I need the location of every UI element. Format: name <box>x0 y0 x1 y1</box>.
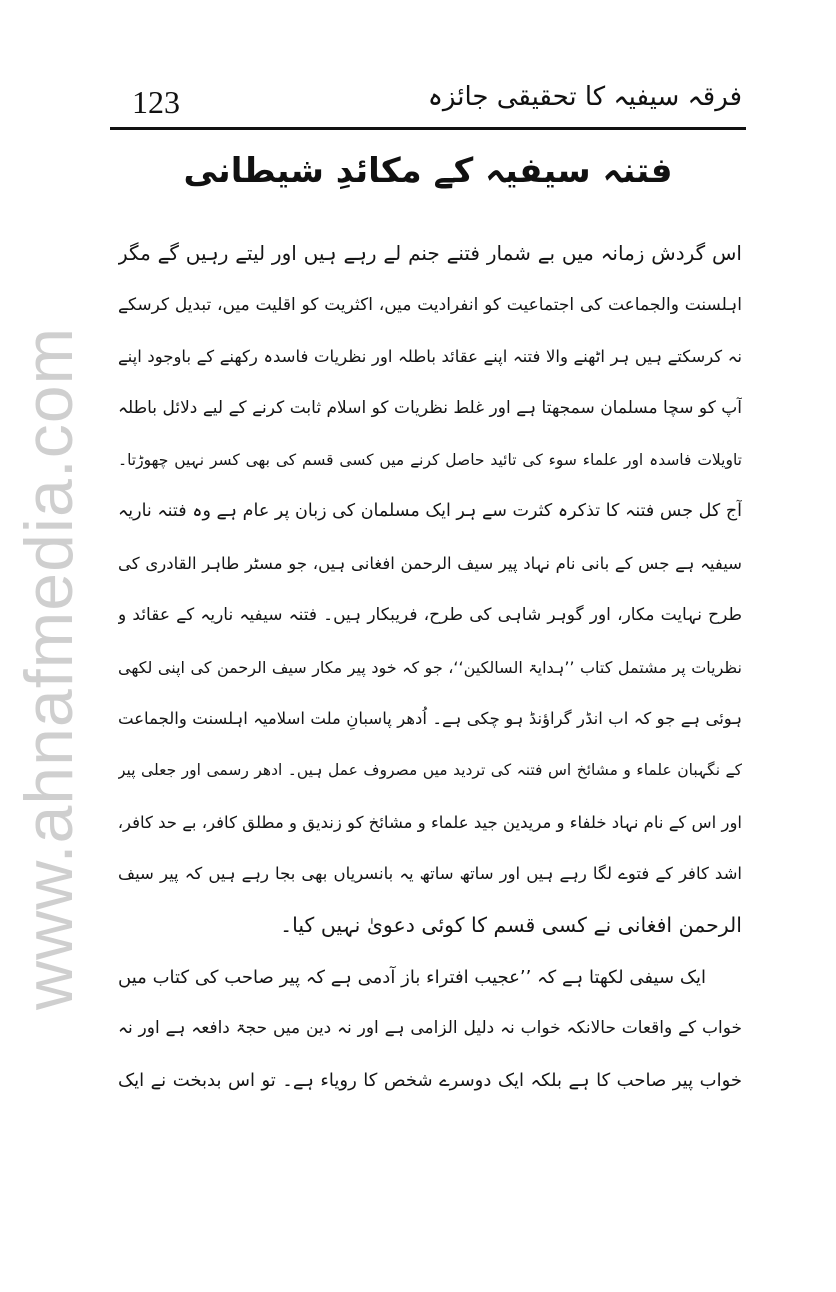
text-line: طرح نہایت مکار، اور گوہر شاہی کی طرح، فریبکار ہیں۔ فتنہ سیفیہ ناریہ کے عقائد و <box>118 604 742 625</box>
text-line: تاویلات فاسدہ اور علماء سوء کی تائید حاصل کرنے میں کسی قسم کی بھی کسر نہیں چھوڑتا۔ <box>118 450 742 469</box>
watermark-text: www.ahnafmedia.com <box>11 326 87 1010</box>
text-line: اشد کافر کے فتوے لگا رہے ہیں اور ساتھ ساتھ یہ بانسریاں بھی بجا رہے ہیں کہ پیر سیف <box>118 864 742 884</box>
text-line: اہلسنت والجماعت کی اجتماعیت کو انفرادیت میں، اکثریت کو اقلیت میں، تبدیل کرسکے <box>118 294 742 315</box>
page-number: 123 <box>132 84 180 120</box>
text-line: نظریات پر مشتمل کتاب ’’ہدایۃ السالکین‘‘، جو کہ خود پیر مکار سیف الرحمن کی اپنی لکھی <box>118 657 742 677</box>
text-line: اس گردش زمانہ میں بے شمار فتنے جنم لے رہے ہیں اور لیتے رہیں گے مگر <box>118 241 742 265</box>
chapter-heading: فتنہ سیفیہ کے مکائدِ شیطانی <box>183 151 673 191</box>
text-line: آپ کو سچا مسلمان سمجھتا ہے اور غلط نظریات کو اسلام ثابت کرنے کے لیے دلائل باطلہ <box>118 398 742 419</box>
running-title: فرقہ سیفیہ کا تحقیقی جائزہ <box>427 82 742 112</box>
text-line: نہ کرسکتے ہیں ہر اٹھنے والا فتنہ اپنے عقائد باطلہ اور نظریات فاسدہ رکھنے کے باوجود اپنے <box>118 347 742 367</box>
text-line: خواب کے واقعات حالانکہ خواب نہ دلیل الزامی ہے اور نہ دین میں حجۃ دافعہ ہے اور نہ <box>118 1018 742 1039</box>
body-text <box>118 228 742 1107</box>
text-line: آج کل جس فتنہ کا تذکرہ کثرت سے ہر ایک مسلمان کی زبان پر عام ہے وہ فتنہ ناریہ <box>118 501 742 522</box>
text-line: ہوئی ہے جو کہ اب انڈر گراؤنڈ ہو چکی ہے۔ اُدھر پاسبانِ ملت اسلامیہ اہلسنت والجماعت <box>118 709 742 729</box>
text-line: خواب پیر صاحب کا ہے بلکہ ایک دوسرے شخص کا رویاء ہے۔ تو اس بدبخت نے ایک <box>118 1070 742 1091</box>
text-line: ایک سیفی لکھتا ہے کہ ’’عجیب افتراء باز آدمی ہے کہ پیر صاحب کی کتاب میں <box>118 966 706 988</box>
text-line: سیفیہ ہے جس کے بانی نام نہاد پیر سیف الرحمن افغانی ہیں، جو مسٹر طاہر القادری کی <box>118 554 742 574</box>
page-header <box>110 78 746 132</box>
header-rule <box>110 127 746 130</box>
text-line: اور اس کے نام نہاد خلفاء و مریدین جید علماء و مشائخ کو زندیق و مطلق کافر، بے حد کافر، <box>118 812 742 832</box>
text-line: الرحمن افغانی نے کسی قسم کا کوئی دعویٰ نہیں کیا۔ <box>280 912 742 937</box>
text-line: کے نگہبان علماء و مشائخ اس فتنہ کی تردید میں مصروف عمل ہیں۔ ادھر رسمی اور جعلی پیر <box>118 760 742 779</box>
